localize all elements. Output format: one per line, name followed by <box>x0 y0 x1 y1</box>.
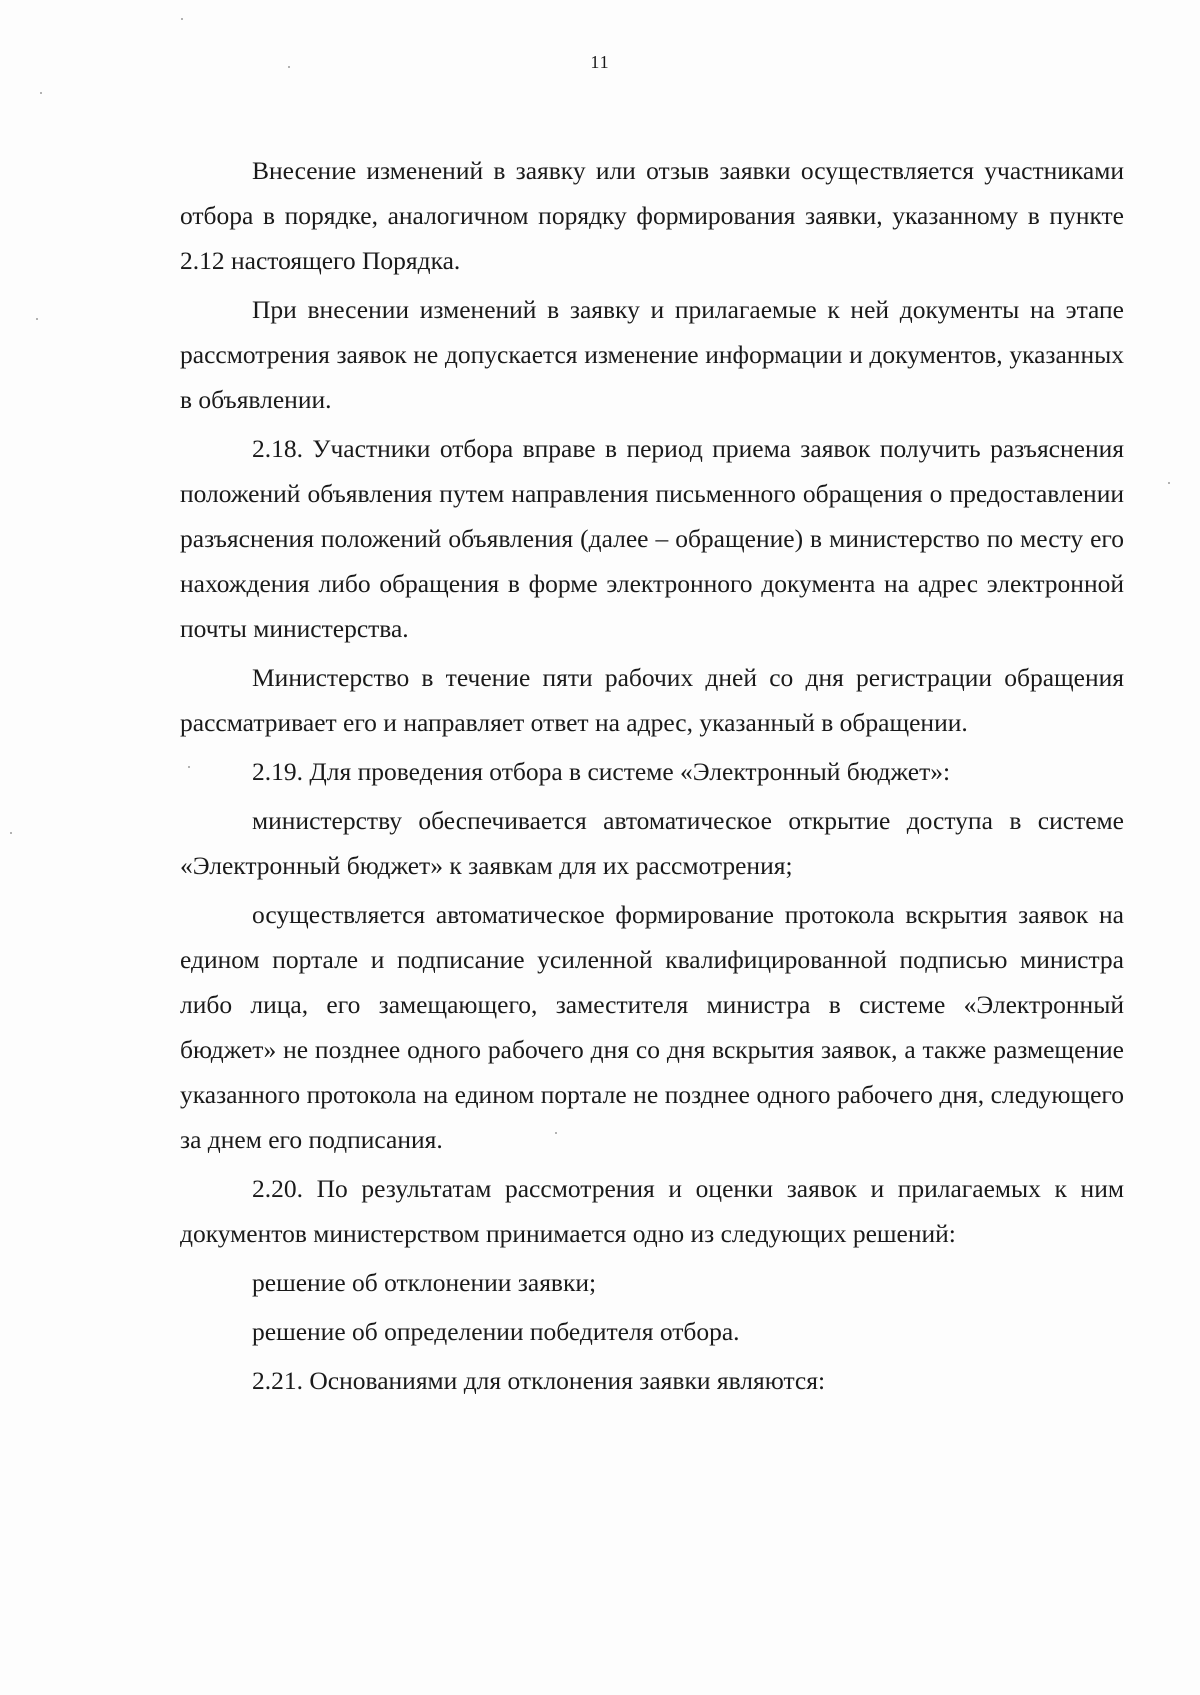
paragraph-decision-winner: решение об определении победителя отбора. <box>252 1317 740 1346</box>
paragraph-auto-access: министерству обеспечивается автоматическое открытие доступа в системе «Электронный бюджет» к заявкам для их рассмотрения; <box>180 806 1124 880</box>
scan-speck <box>10 832 12 834</box>
page-number: 11 <box>590 52 610 72</box>
paragraph-auto-protocol: осуществляется автоматическое формирование протокола вскрытия заявок на едином портале и подписание усиленной квалифицированной подписью министра либо лица, его замещающего, заместителя министра в системе «Электронный бюджет» не позднее одного рабочего дня со дня вскрытия заявок, а также размещение указанного протокола на едином портале не позднее одного рабочего дня, следующего за днем его подписания. <box>180 900 1124 1154</box>
paragraph-clause-2-19: 2.19. Для проведения отбора в системе «Электронный бюджет»: <box>252 757 951 786</box>
paragraph-clause-2-18: 2.18. Участники отбора вправе в период приема заявок получить разъяснения положений объявления путем направления письменного обращения о предоставлении разъяснения положений объявления (далее – обращение) в министерство по месту его нахождения либо обращения в форме электронного документа на адрес электронной почты министерства. <box>180 434 1124 643</box>
scan-speck <box>40 92 42 94</box>
paragraph-decision-reject: решение об отклонении заявки; <box>252 1268 597 1297</box>
scan-speck <box>1168 482 1170 484</box>
paragraph-ministry-response: Министерство в течение пяти рабочих дней со дня регистрации обращения рассматривает его и направляет ответ на адрес, указанный в обращении. <box>180 663 1124 737</box>
paragraph-amendment-procedure: Внесение изменений в заявку или отзыв заявки осуществляется участниками отбора в порядке, аналогичном порядку формирования заявки, указанному в пункте 2.12 настоящего Порядка. <box>180 156 1124 275</box>
scan-speck <box>181 18 183 20</box>
paragraph-clause-2-21: 2.21. Основаниями для отклонения заявки являются: <box>252 1366 826 1395</box>
document-body <box>180 148 1124 1407</box>
scan-speck <box>36 318 38 320</box>
paragraph-amendment-restriction: При внесении изменений в заявку и прилагаемые к ней документы на этапе рассмотрения заявок не допускается изменение информации и документов, указанных в объявлении. <box>180 295 1124 414</box>
paragraph-clause-2-20: 2.20. По результатам рассмотрения и оценки заявок и прилагаемых к ним документов министерством принимается одно из следующих решений: <box>180 1174 1124 1248</box>
